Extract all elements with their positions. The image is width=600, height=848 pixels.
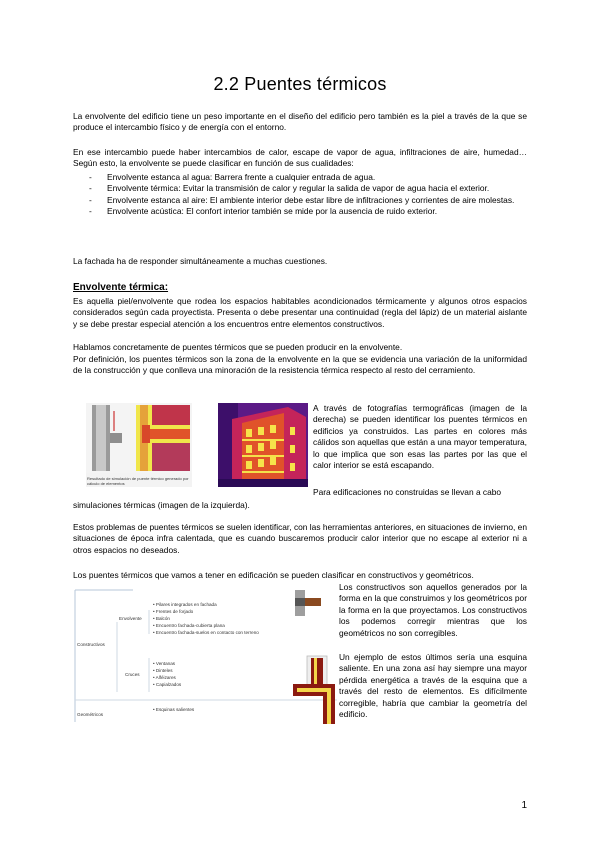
cruce-item: • Capialzados	[153, 682, 182, 687]
constructivos-label: Constructivos	[77, 642, 105, 647]
env-item: • Encuentro fachada-cubierta plana	[153, 623, 225, 628]
thermography-text: A través de fotografías termográficas (imagen de la derecha) se pueden identificar los puentes térmicos en edificios ya construidos. Las partes en colores más cálidos son aquellas que están a una mayor temperatura, lo que implica que son esas las partes por las que el calor interior se está escapando.	[313, 403, 527, 471]
simulation-text-b: simulaciones térmicas (imagen de la izquierda).	[73, 500, 250, 510]
cruce-item: • Ventanas	[153, 661, 176, 666]
thermography-figure	[218, 403, 308, 487]
env-item: • Encuentro fachada-suelos en contacto con terreno	[153, 630, 259, 635]
bridges-intro: Hablamos concretamente de puentes térmicos que se pueden producir en la envolvente.	[73, 342, 403, 352]
envolvente-label: Envolvente	[119, 616, 142, 621]
list-item: - Envolvente acústica: El confort interior también se mide por la ausencia de ruido exterior.	[89, 206, 438, 217]
thermography-photo	[218, 403, 308, 487]
qualities-list	[73, 172, 527, 218]
geometricos-label: Geométricos	[77, 712, 104, 717]
definition-paragraph: Es aquella piel/envolvente que rodea los espacios habitables acondicionados térmicamente y algunos otros espacios considerados según cada proyectista. Presenta o debe presentar una continuidad (regla del lápiz) de un material aislante y se debe prestar especial atención a los encuentros entre elementos constructivos.	[73, 296, 527, 329]
cruce-item: • Dinteles	[153, 668, 173, 673]
list-item: - Envolvente estanca al aire: El ambiente interior debe estar libre de infiltraciones y corrientes de aire molestas.	[89, 194, 515, 205]
classification-diagram	[73, 588, 337, 724]
list-item: - Envolvente térmica: Evitar la transmisión de calor y regular la salida de vapor de agua hacia el exterior.	[89, 183, 490, 194]
thermal-simulation-image	[86, 403, 192, 487]
classify-right-2: Un ejemplo de estos últimos sería una esquina saliente. En una zona así hay siempre una mayor pérdida energética a través de la esquina que a través del resto de elementos. Es difícilmente corregible, habría que cambiar la geometría del edificio.	[339, 652, 527, 720]
simulation-caption: Resultado de simulación de puente térmico generado por cálculo de elementos	[87, 476, 189, 486]
cruces-label: Cruces	[125, 672, 140, 677]
intro-paragraph: La envolvente del edificio tiene un peso importante en el diseño del edificio pero también es la piel a través de la que se produce el intercambio físico y de energía con el entorno.	[73, 111, 527, 133]
corner-detail-icon	[293, 684, 335, 724]
simulation-figure	[86, 403, 192, 473]
env-item: • Balcón	[153, 616, 170, 621]
classify-right-1: Los constructivos son aquellos generados por la forma en la que construimos y los geométricos por la forma en la que proyectamos. Los constructivos los podemos corregir mientras que los geométricos no son corregibles.	[339, 582, 527, 638]
page-number: 1	[521, 800, 527, 811]
simulation-text-a: Para edificaciones no construidas se llevan a cabo	[313, 487, 502, 497]
env-item: • Pilares integrados en fachada	[153, 602, 217, 607]
identify-paragraph: Estos problemas de puentes térmicos se suelen identificar, con las herramientas anteriores, en situaciones de invierno, en situaciones de época infra calentada, que es cuando buscaremos producir calor interior que no escape al exterior ni a otros espacios no deseados.	[73, 522, 527, 555]
geo-item: • Esquinas salientes	[153, 707, 195, 712]
page-title: 2.2 Puentes térmicos	[213, 74, 387, 94]
list-item: - Envolvente estanca al agua: Barrera frente a cualquier entrada de agua.	[89, 172, 376, 182]
pillar-detail-icon	[293, 588, 323, 618]
bridges-definition: Por definición, los puentes térmicos son la zona de la envolvente en la que se evidencia una variación de la uniformidad de la construcción y que conlleva una minoración de la resistencia térmica respecto al resto del cerramiento.	[73, 354, 527, 376]
env-item: • Frentes de forjado	[153, 609, 194, 614]
cruce-item: • Alféizares	[153, 675, 176, 680]
exchanges-paragraph: En ese intercambio puede haber intercambios de calor, escape de vapor de agua, infiltraciones de aire, humedad… Según esto, la envolvente se puede clasificar en función de sus cualidades:	[73, 147, 527, 169]
section-heading: Envolvente térmica:	[73, 282, 169, 293]
facade-note: La fachada ha de responder simultáneamente a muchas cuestiones.	[73, 256, 328, 266]
classify-paragraph: Los puentes térmicos que vamos a tener en edificación se pueden clasificar en constructivos y geométricos.	[73, 570, 474, 580]
